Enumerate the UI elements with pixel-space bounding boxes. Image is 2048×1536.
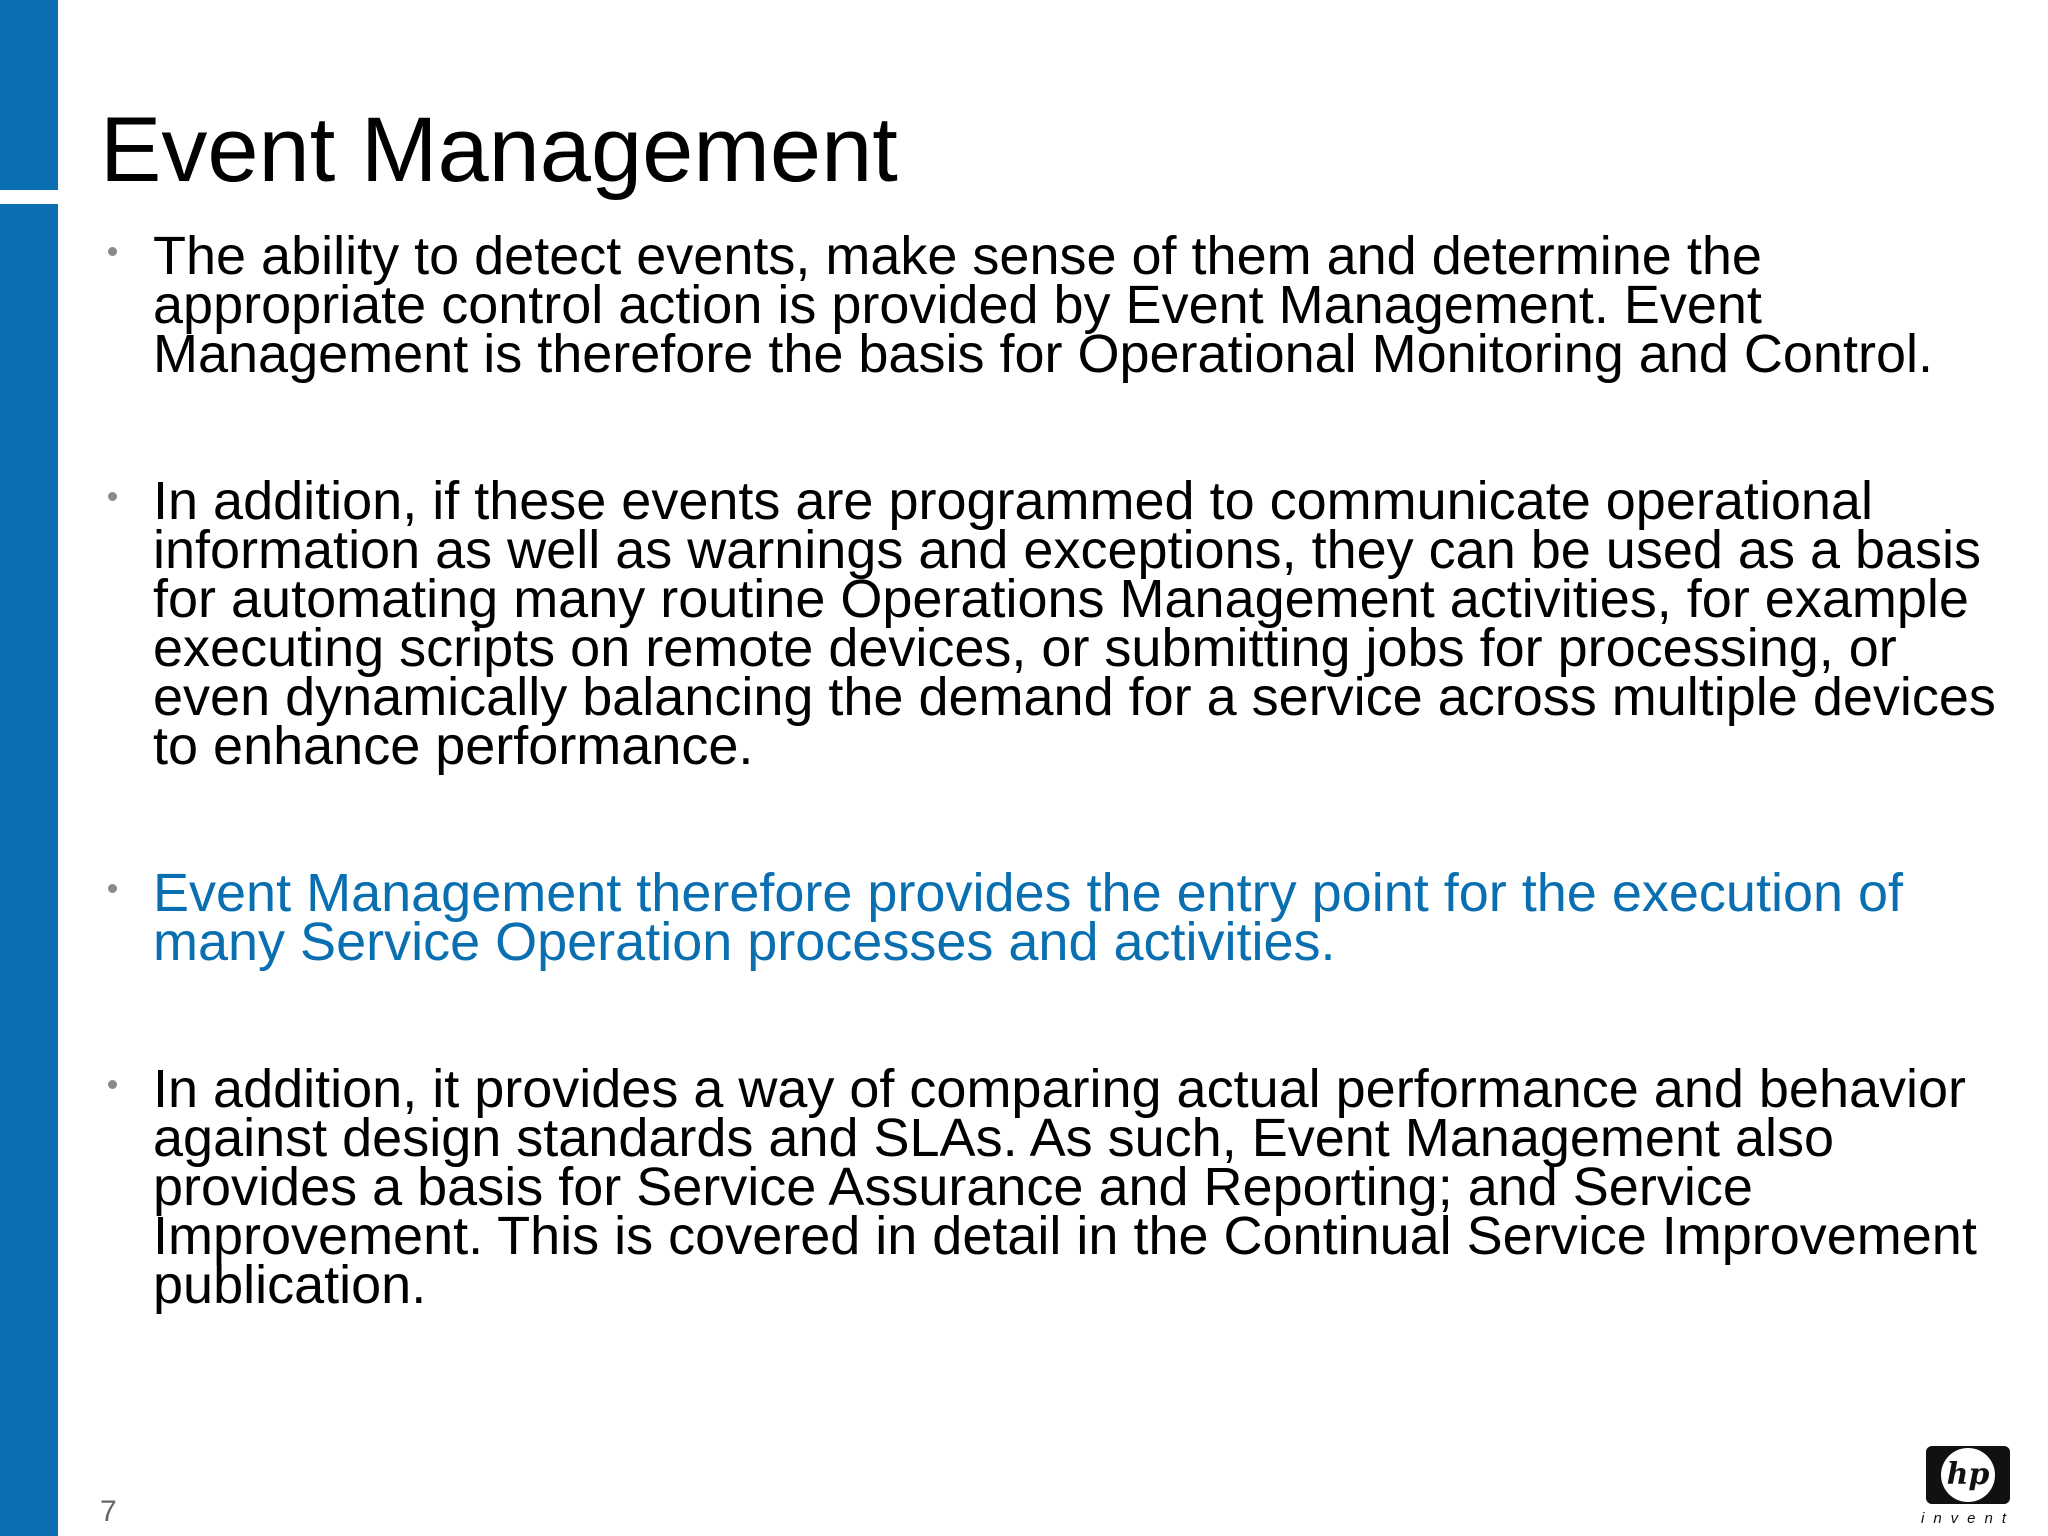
hp-logo-tagline: invent <box>1920 1510 2016 1527</box>
bullet-dot-icon <box>108 1080 117 1089</box>
side-accent-bar-top <box>0 0 58 190</box>
hp-logo <box>1918 1446 2018 1532</box>
bullet-item <box>100 226 2020 384</box>
page-number: 7 <box>100 1495 117 1528</box>
hp-logo-mark: hp <box>1941 1448 1995 1502</box>
slide-title: Event Management <box>100 99 898 201</box>
bullet-item <box>100 1059 2020 1315</box>
bullet-dot-icon <box>108 884 117 893</box>
bullet-text: Event Management therefore provides the entry point for the execution of many Service Operation processes and activities. <box>153 863 1904 972</box>
hp-logo-box <box>1926 1446 2010 1504</box>
bullet-item <box>100 471 2020 776</box>
bullet-item-highlighted <box>100 863 2020 972</box>
bullet-text: In addition, if these events are programmed to communicate operational information as well as warnings and exceptions, they can be used as a basis for automating many routine Operations Management activities, for example executing scripts on remote devices, or submitting jobs for processing, or even dynamically balancing the demand for a service across multiple devices to enhance performance. <box>153 471 1996 776</box>
bullet-dot-icon <box>108 247 117 256</box>
bullet-text: In addition, it provides a way of comparing actual performance and behavior against design standards and SLAs. As such, Event Management also provides a basis for Service Assurance and Reporting; and Service Improvement. This is covered in detail in the Continual Service Improvement publication. <box>153 1059 1977 1315</box>
side-accent-bar-bottom <box>0 204 58 1536</box>
bullet-dot-icon <box>108 492 117 501</box>
bullet-list <box>100 226 2020 1315</box>
bullet-text: The ability to detect events, make sense of them and determine the appropriate control action is provided by Event Management. Event Management is therefore the basis for Operational Monitoring and Control. <box>153 226 1933 384</box>
